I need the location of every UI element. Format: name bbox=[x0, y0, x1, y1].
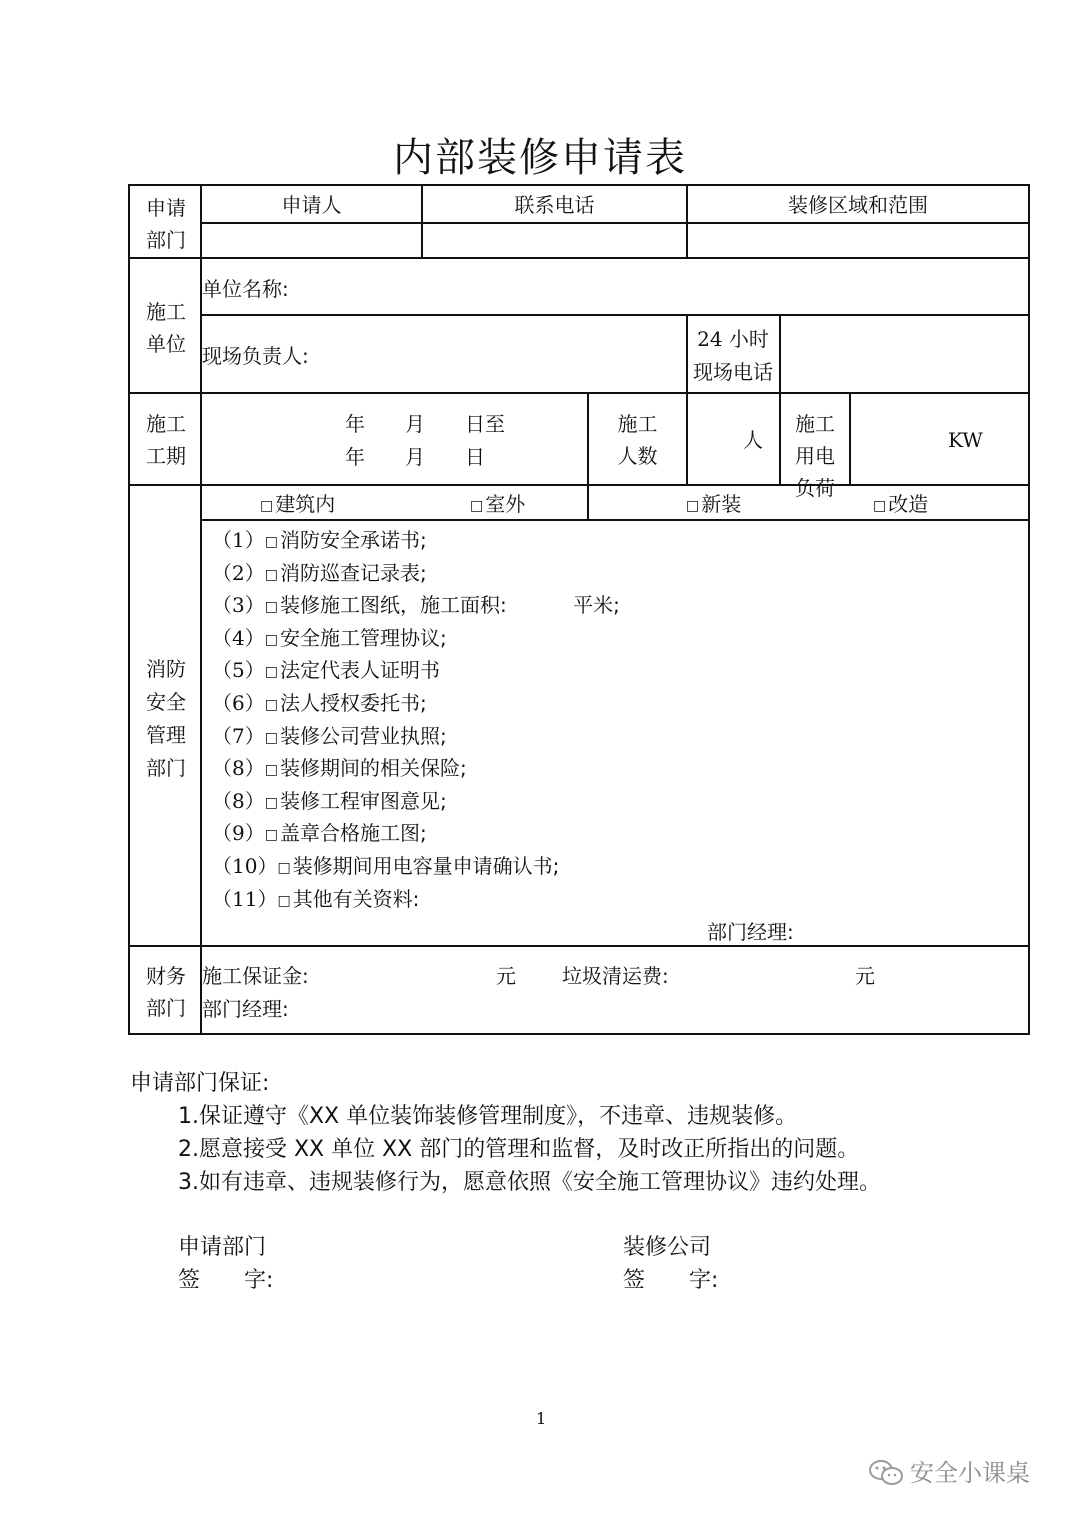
checkbox-icon: □ bbox=[686, 498, 700, 514]
header-area-scope: 装修区域和范围 bbox=[788, 193, 928, 217]
workers-unit: 人 bbox=[743, 428, 763, 452]
period-label: 施工 工期 bbox=[146, 412, 186, 468]
watermark-text: 安全小课桌 bbox=[910, 1459, 1030, 1487]
applicant-sign-label: 签 字: bbox=[178, 1268, 274, 1293]
checkbox-icon: □ bbox=[260, 498, 274, 514]
list-item[interactable]: （10）□ 装修期间用电容量申请确认书; bbox=[212, 854, 560, 878]
fire-dept-manager-label: 部门经理: bbox=[707, 920, 794, 944]
checkbox-icon: □ bbox=[264, 762, 278, 778]
applicant-dept-label: 申请 部门 bbox=[146, 196, 186, 252]
site-manager-label: 现场负责人: bbox=[202, 344, 309, 368]
garbage-fee-label: 垃圾清运费: bbox=[562, 964, 669, 988]
workers-label: 施工 人数 bbox=[617, 412, 658, 468]
finance-manager-label: 部门经理: bbox=[202, 997, 289, 1021]
deposit-unit: 元 bbox=[496, 964, 516, 988]
power-unit: KW bbox=[948, 428, 983, 452]
list-item[interactable]: （8）□ 装修工程审图意见; bbox=[212, 789, 447, 813]
contractor-signature-label: 装修公司 bbox=[623, 1235, 712, 1260]
checkbox-icon: □ bbox=[264, 730, 278, 746]
checkbox-icon: □ bbox=[264, 827, 278, 843]
checkbox-icon: □ bbox=[277, 893, 291, 909]
row-divider bbox=[129, 945, 1029, 947]
period-from: 年 月 日至 bbox=[345, 412, 505, 436]
col-divider bbox=[779, 315, 781, 392]
page-number: 1 bbox=[536, 1409, 547, 1428]
site-phone-label: 现场电话 bbox=[693, 360, 773, 384]
list-item[interactable]: （1）□ 消防安全承诺书; bbox=[212, 528, 427, 552]
option-renovation[interactable]: □ 改造 bbox=[873, 492, 929, 516]
row-divider bbox=[201, 222, 1029, 224]
page-title: 内部装修申请表 bbox=[393, 135, 687, 181]
option-new-install[interactable]: □ 新装 bbox=[686, 492, 742, 516]
header-phone: 联系电话 bbox=[514, 193, 595, 217]
guarantee-line: 3.如有违章、违规装修行为，愿意依照《安全施工管理协议》违约处理。 bbox=[178, 1170, 881, 1195]
checkbox-icon: □ bbox=[264, 664, 278, 680]
wechat-icon bbox=[868, 1459, 904, 1487]
site-phone-field[interactable] bbox=[782, 317, 1027, 390]
deposit-label: 施工保证金: bbox=[202, 964, 309, 988]
finance-dept-label: 财务 部门 bbox=[146, 964, 186, 1020]
checkbox-icon: □ bbox=[264, 599, 278, 615]
list-item[interactable]: （11）□ 其他有关资料: bbox=[212, 887, 420, 911]
contractor-label: 施工 单位 bbox=[146, 300, 186, 356]
list-item[interactable]: （6）□ 法人授权委托书; bbox=[212, 691, 427, 715]
checkbox-icon: □ bbox=[264, 632, 278, 648]
fire-dept-label: 消防 安全 管理 部门 bbox=[146, 657, 186, 780]
list-item[interactable]: （7）□ 装修公司营业执照; bbox=[212, 724, 447, 748]
col-divider bbox=[849, 393, 851, 484]
header-applicant: 申请人 bbox=[281, 193, 342, 217]
row-divider bbox=[201, 314, 1029, 316]
area-scope-field[interactable] bbox=[689, 225, 1027, 255]
guarantee-heading: 申请部门保证: bbox=[130, 1071, 270, 1096]
col-divider bbox=[587, 485, 589, 519]
power-load-label: 施工 用电 负荷 bbox=[795, 412, 835, 500]
row-divider bbox=[129, 484, 1029, 486]
row-divider bbox=[129, 257, 1029, 259]
unit-name-label: 单位名称: bbox=[202, 277, 289, 301]
checkbox-icon: □ bbox=[264, 534, 278, 550]
row-divider bbox=[129, 392, 1029, 394]
col-divider bbox=[686, 393, 688, 484]
list-item[interactable]: （2）□ 消防巡查记录表; bbox=[212, 561, 427, 585]
checkbox-icon: □ bbox=[264, 567, 278, 583]
garbage-fee-unit: 元 bbox=[855, 964, 875, 988]
phone-field[interactable] bbox=[424, 225, 685, 255]
list-item[interactable]: （3）□ 装修施工图纸，施工面积: 平米; bbox=[212, 593, 620, 617]
phone-24h-label: 24 小时 bbox=[697, 327, 769, 351]
list-item[interactable]: （8）□ 装修期间的相关保险; bbox=[212, 756, 467, 780]
checkbox-icon: □ bbox=[264, 795, 278, 811]
guarantee-line: 2.愿意接受 XX 单位 XX 部门的管理和监督，及时改正所指出的问题。 bbox=[178, 1137, 860, 1162]
list-item[interactable]: （5）□ 法定代表人证明书 bbox=[212, 658, 440, 682]
contractor-sign-label: 签 字: bbox=[623, 1268, 719, 1293]
option-building-interior[interactable]: □ 建筑内 bbox=[260, 492, 336, 516]
option-outdoor[interactable]: □ 室外 bbox=[470, 492, 526, 516]
checkbox-icon: □ bbox=[470, 498, 484, 514]
checkbox-icon: □ bbox=[264, 697, 278, 713]
applicant-dept-signature-label: 申请部门 bbox=[178, 1235, 267, 1260]
guarantee-line: 1.保证遵守《XX 单位装饰装修管理制度》，不违章、违规装修。 bbox=[178, 1104, 798, 1129]
applicant-field[interactable] bbox=[203, 225, 420, 255]
checkbox-icon: □ bbox=[277, 860, 291, 876]
list-item[interactable]: （4）□ 安全施工管理协议; bbox=[212, 626, 447, 650]
period-to: 年 月 日 bbox=[345, 445, 485, 469]
checkbox-icon: □ bbox=[873, 498, 887, 514]
list-item[interactable]: （9）□ 盖章合格施工图; bbox=[212, 821, 427, 845]
